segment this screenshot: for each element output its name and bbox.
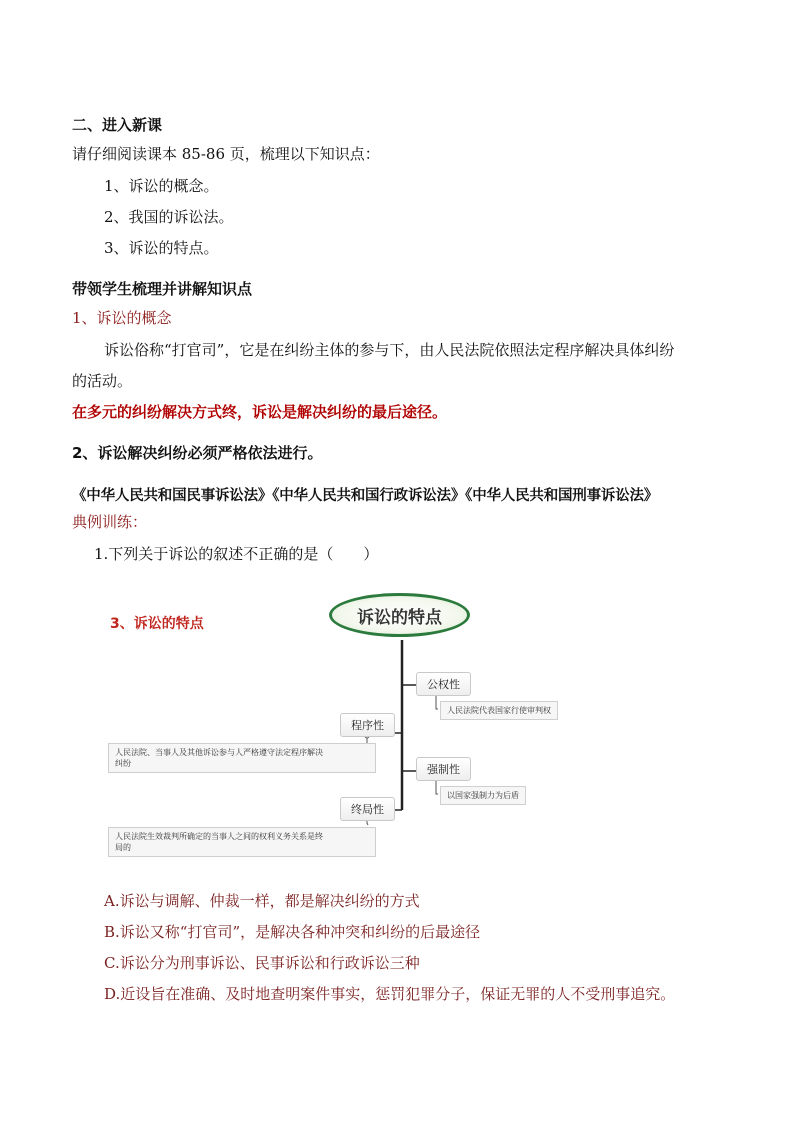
option-d: D.近设旨在准确、及时地查明案件事实，惩罚犯罪分子，保证无罪的人不受刑事追究。 <box>104 985 676 1003</box>
concept-text-line2: 的活动。 <box>72 372 133 390</box>
node-finality: 终局性 <box>340 797 395 821</box>
question-text: 1.下列关于诉讼的叙述不正确的是（ ） <box>94 545 379 563</box>
point-item: 3、诉讼的特点。 <box>104 239 219 257</box>
node-procedure: 程序性 <box>340 713 395 737</box>
concept-emphasis: 在多元的纠纷解决方式终，诉讼是解决纠纷的最后途径。 <box>72 403 448 421</box>
lead-heading: 带领学生梳理并讲解知识点 <box>72 280 253 298</box>
mindmap-center-node: 诉讼的特点 <box>329 593 470 637</box>
point-item: 1、诉讼的概念。 <box>104 177 219 195</box>
option-c: C.诉讼分为刑事诉讼、民事诉讼和行政诉讼三种 <box>104 954 420 972</box>
mindmap-side-title: 3、诉讼的特点 <box>110 616 204 632</box>
node-finality-desc-line2: 局的 <box>115 843 131 852</box>
mindmap-diagram <box>100 585 600 860</box>
laws-line: 《中华人民共和国民事诉讼法》《中华人民共和国行政诉讼法》《中华人民共和国刑事诉讼法》 <box>72 488 659 504</box>
point-item: 2、我国的诉讼法。 <box>104 208 234 226</box>
node-coercive-desc: 以国家强制力为后盾 <box>440 786 526 805</box>
node-coercive: 强制性 <box>416 757 471 781</box>
node-procedure-desc-line1: 人民法院、当事人及其他诉讼参与人严格遵守法定程序解决 <box>115 748 323 757</box>
section-heading: 二、进入新课 <box>72 116 163 134</box>
reading-instruction: 请仔细阅读课本 85-86 页，梳理以下知识点： <box>72 145 380 163</box>
option-b: B.诉讼又称“打官司”，是解决各种冲突和纠纷的后最途径 <box>104 923 481 941</box>
node-finality-desc-line1: 人民法院生效裁判所确定的当事人之间的权利义务关系是终 <box>115 832 323 841</box>
example-label: 典例训练： <box>72 513 148 531</box>
node-public: 公权性 <box>416 672 471 696</box>
law-heading: 2、诉讼解决纠纷必须严格依法进行。 <box>72 444 323 462</box>
node-procedure-desc <box>108 743 376 773</box>
node-finality-desc <box>108 827 376 857</box>
node-public-desc: 人民法院代表国家行使审判权 <box>440 701 558 720</box>
option-a: A.诉讼与调解、仲裁一样，都是解决纠纷的方式 <box>104 892 420 910</box>
concept-text-line1: 诉讼俗称“打官司”，它是在纠纷主体的参与下，由人民法院依照法定程序解决具体纠纷 <box>104 341 675 359</box>
node-procedure-desc-line2: 纠纷 <box>115 759 131 768</box>
concept-title: 1、诉讼的概念 <box>72 309 172 327</box>
